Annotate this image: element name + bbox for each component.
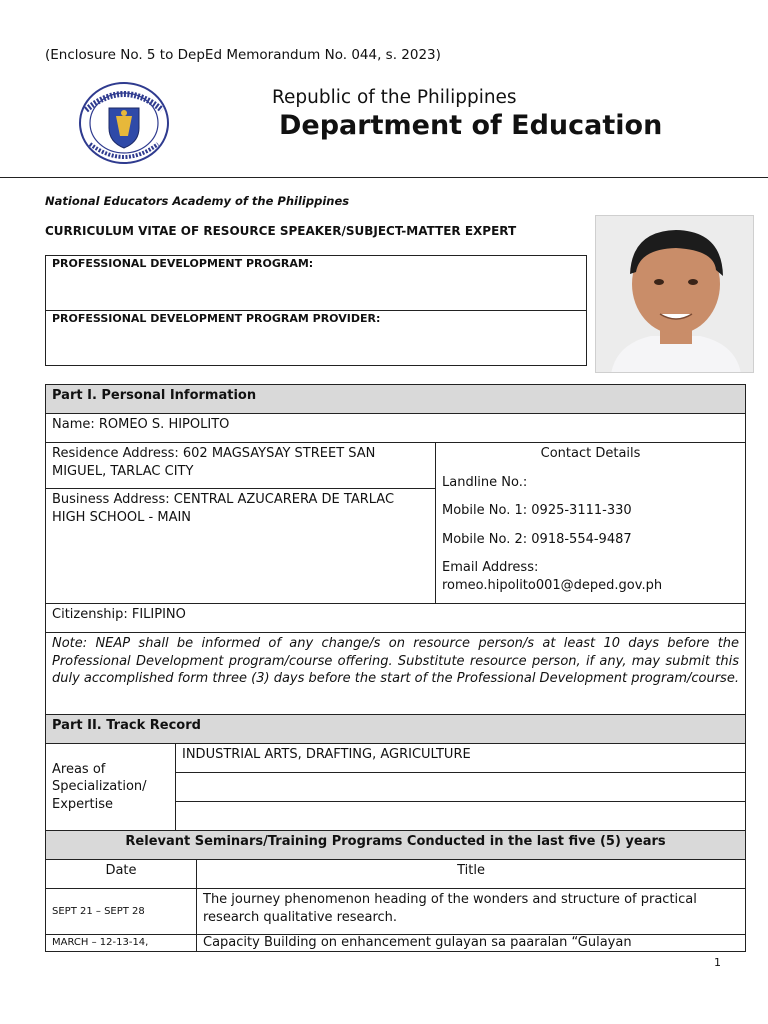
contact-details-heading: Contact Details [540,446,641,461]
areas-label: Areas of Specialization/ Expertise [46,744,176,831]
republic-heading: Republic of the Philippines [272,87,517,108]
seminar-title: The journey phenomenon heading of the wonders and structure of practical research qualitative research. [197,889,746,935]
citizenship-field: Citizenship: FILIPINO [46,604,746,633]
area-row-2 [176,773,746,802]
neap-label: National Educators Academy of the Philippines [45,194,350,208]
residence-address: Residence Address: 602 MAGSAYSAY STREET SAN MIGUEL, TARLAC CITY [46,443,436,489]
cv-main-table [45,384,746,952]
email-label: Email Address: [442,560,539,575]
area-row-3 [176,802,746,831]
table-row [46,935,746,952]
pd-provider-label: PROFESSIONAL DEVELOPMENT PROGRAM PROVIDER: [52,312,381,325]
part2-heading: Part II. Track Record [46,715,746,744]
note-text: Note: NEAP shall be informed of any change/s on resource person/s at least 10 days before the Professional Development program/course offering. Substitute resource person, if any, may submit this duly accomplished form three (3) days before the start of the Professional Development program/course. [46,633,746,715]
cv-title: CURRICULUM VITAE OF RESOURCE SPEAKER/SUBJECT-MATTER EXPERT [45,224,517,238]
seminar-title: Capacity Building on enhancement gulayan sa paaralan “Gulayan [197,935,746,952]
seminars-heading: Relevant Seminars/Training Programs Conducted in the last five (5) years [46,831,746,860]
landline-field: Landline No.: [442,474,528,490]
pd-program-label: PROFESSIONAL DEVELOPMENT PROGRAM: [52,257,314,270]
contact-details-cell [436,443,746,604]
pd-program-field[interactable] [46,256,586,311]
part1-heading: Part I. Personal Information [46,385,746,414]
business-address: Business Address: CENTRAL AZUCARERA DE TARLAC HIGH SCHOOL - MAIN [46,489,436,604]
page-number: 1 [714,956,721,969]
seminar-date: MARCH – 12-13-14, [46,935,197,952]
pd-provider-field[interactable] [46,311,586,366]
col-title-header: Title [197,860,746,889]
mobile-1-field: Mobile No. 1: 0925-3111-330 [442,503,632,518]
col-date-header: Date [46,860,197,889]
deped-seal-logo [72,80,176,166]
email-value: romeo.hipolito001@deped.gov.ph [442,577,663,593]
enclosure-note: (Enclosure No. 5 to DepEd Memorandum No. 044, s. 2023) [45,47,441,63]
area-row-1: INDUSTRIAL ARTS, DRAFTING, AGRICULTURE [176,744,746,773]
department-heading: Department of Education [279,110,663,141]
seminar-date: SEPT 21 – SEPT 28 [46,889,197,935]
table-row [46,889,746,935]
pd-program-box [45,255,587,366]
mobile-2-field: Mobile No. 2: 0918-554-9487 [442,531,632,547]
header-divider [0,177,768,178]
name-field: Name: ROMEO S. HIPOLITO [46,414,746,443]
speaker-photo [595,215,754,373]
